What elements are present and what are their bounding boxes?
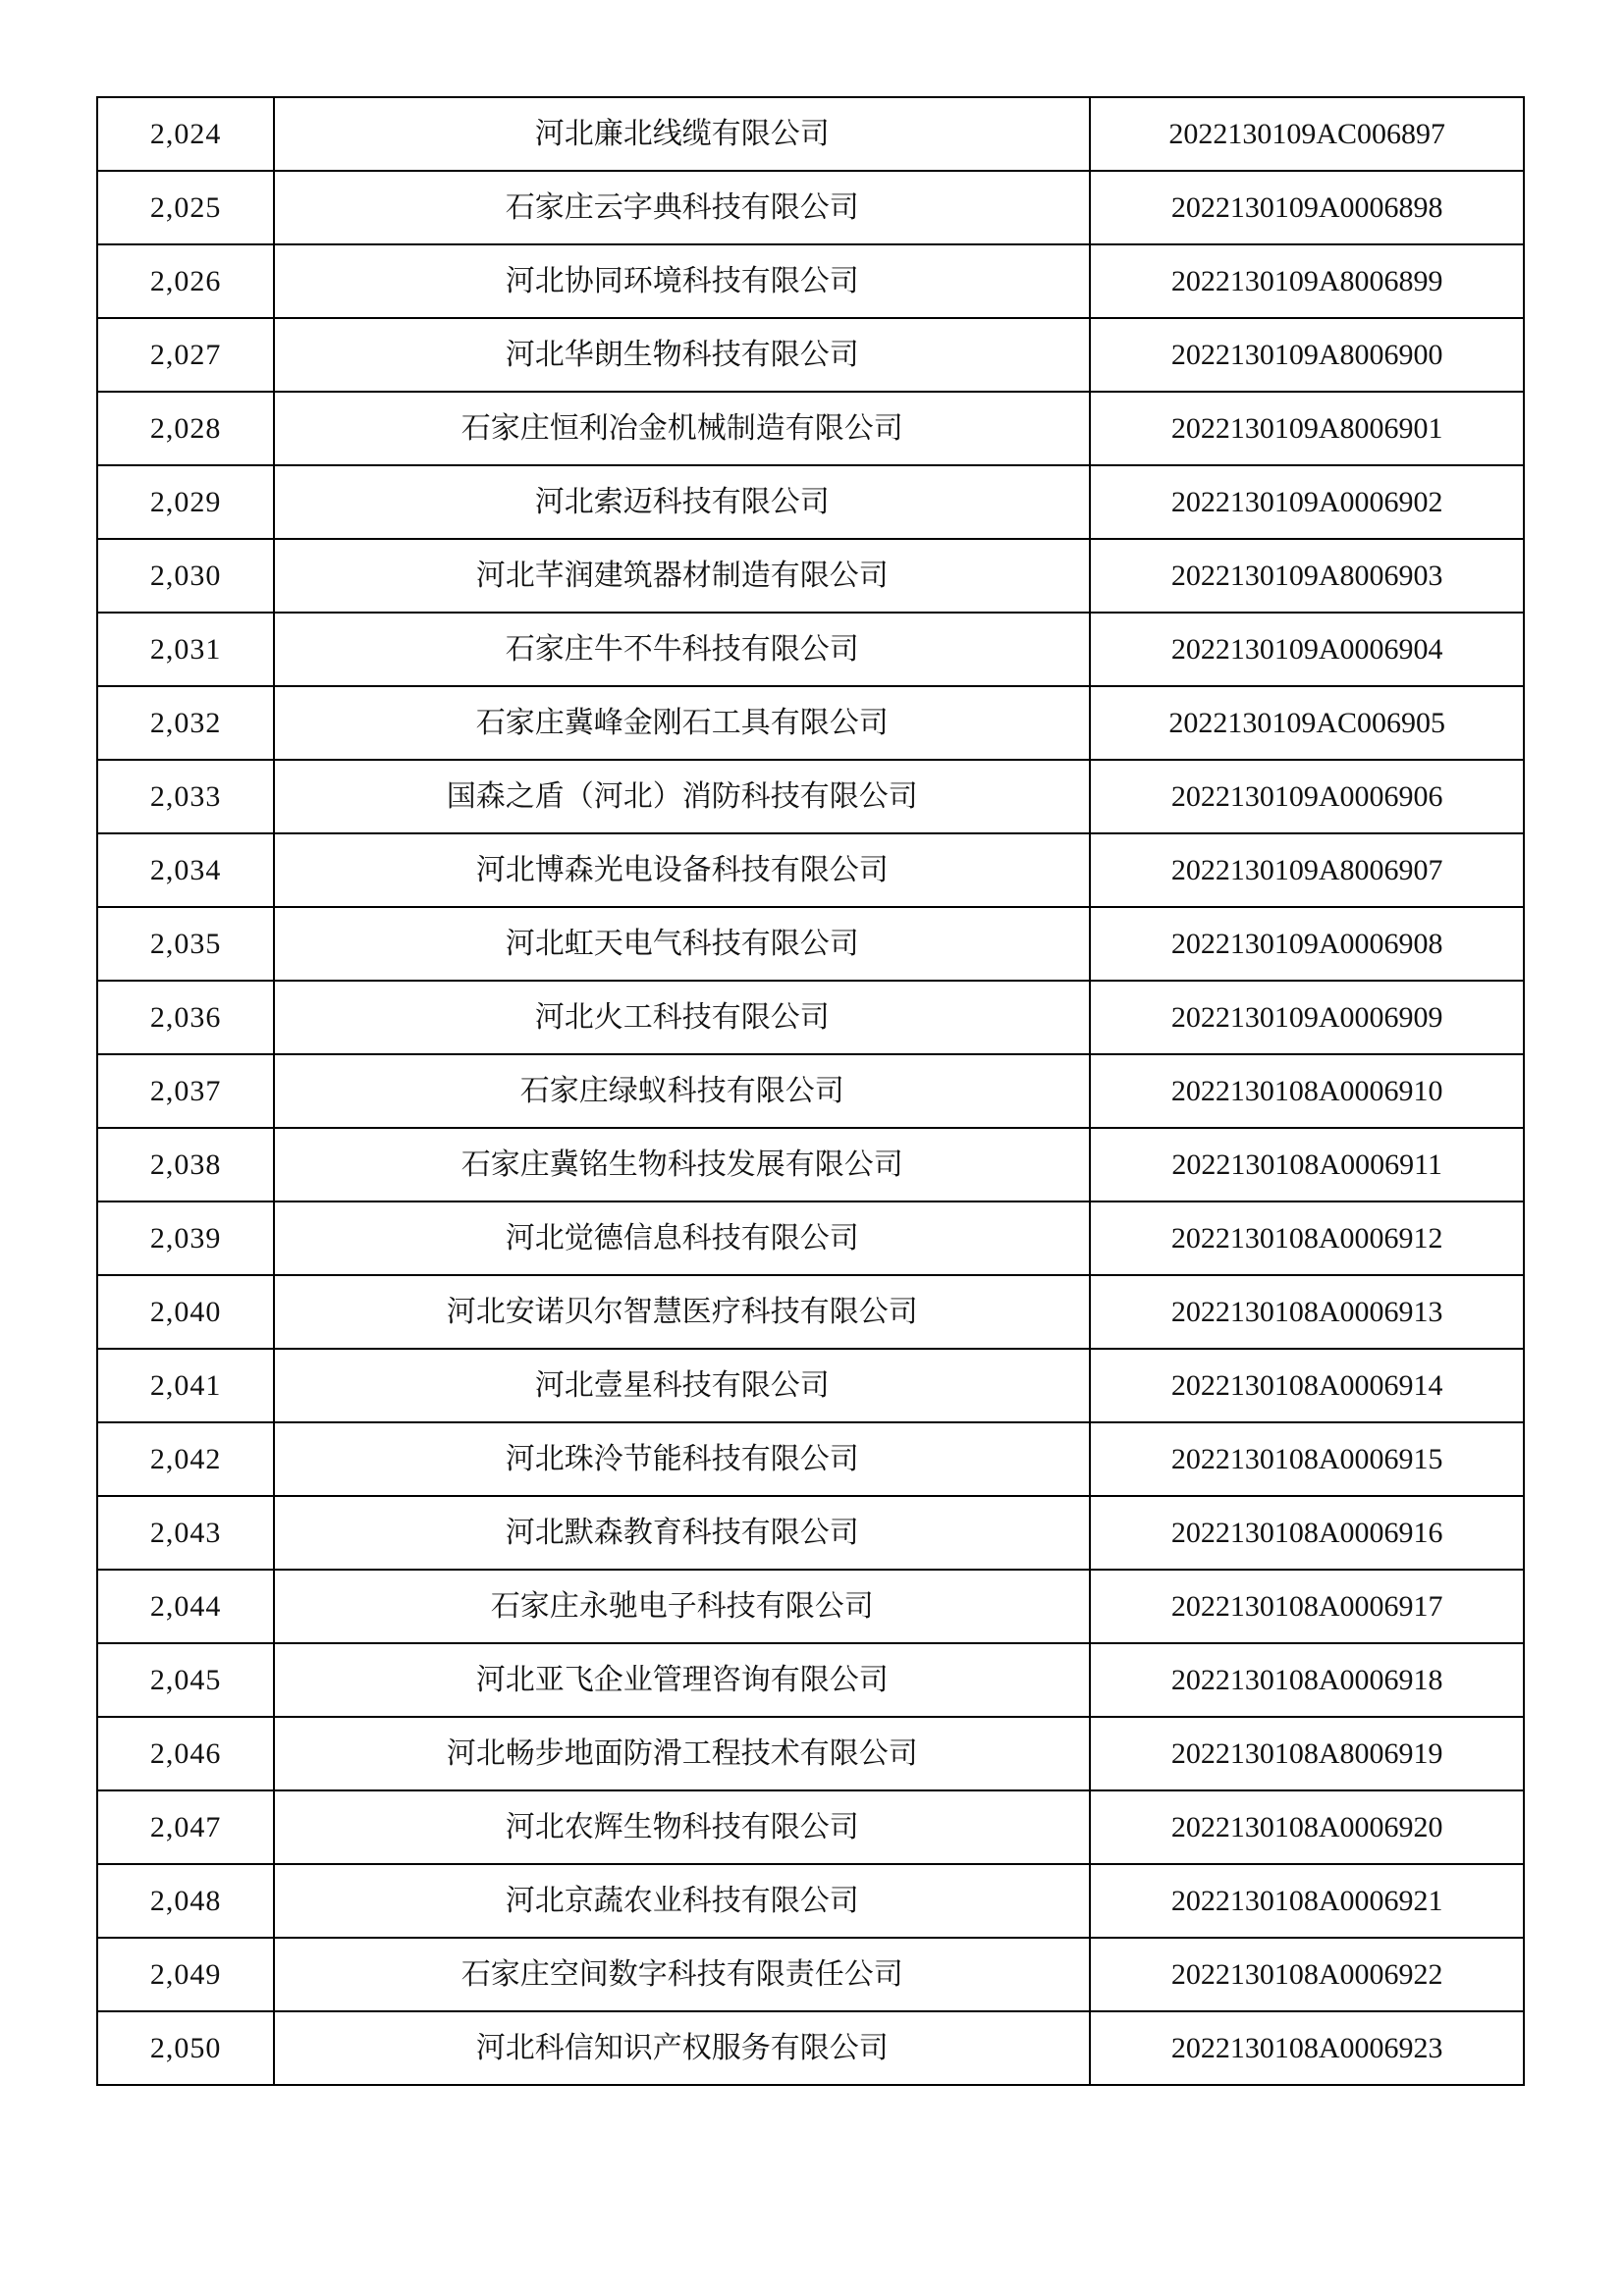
table-row xyxy=(97,907,1524,981)
company-name-cell: 石家庄恒利冶金机械制造有限公司 xyxy=(274,392,1090,465)
row-number-cell: 2,032 xyxy=(97,686,274,760)
company-name-cell: 河北博森光电设备科技有限公司 xyxy=(274,833,1090,907)
row-number-cell: 2,050 xyxy=(97,2011,274,2085)
registration-code-cell: 2022130108A0006911 xyxy=(1090,1128,1524,1201)
table-row xyxy=(97,392,1524,465)
company-name-cell: 河北芊润建筑器材制造有限公司 xyxy=(274,539,1090,613)
registration-code-cell: 2022130108A8006919 xyxy=(1090,1717,1524,1790)
row-number-cell: 2,049 xyxy=(97,1938,274,2011)
row-number-cell: 2,029 xyxy=(97,465,274,539)
row-number-cell: 2,045 xyxy=(97,1643,274,1717)
registration-code-cell: 2022130109A0006909 xyxy=(1090,981,1524,1054)
table-row xyxy=(97,613,1524,686)
table-row xyxy=(97,833,1524,907)
table-row xyxy=(97,539,1524,613)
row-number-cell: 2,031 xyxy=(97,613,274,686)
registration-code-cell: 2022130109AC006905 xyxy=(1090,686,1524,760)
registration-code-cell: 2022130109A0006908 xyxy=(1090,907,1524,981)
company-name-cell: 河北科信知识产权服务有限公司 xyxy=(274,2011,1090,2085)
row-number-cell: 2,041 xyxy=(97,1349,274,1422)
row-number-cell: 2,033 xyxy=(97,760,274,833)
table-row xyxy=(97,244,1524,318)
row-number-cell: 2,048 xyxy=(97,1864,274,1938)
row-number-cell: 2,039 xyxy=(97,1201,274,1275)
registration-code-cell: 2022130108A0006916 xyxy=(1090,1496,1524,1570)
registration-code-cell: 2022130108A0006910 xyxy=(1090,1054,1524,1128)
table-row xyxy=(97,465,1524,539)
table-row xyxy=(97,1790,1524,1864)
table-row xyxy=(97,1496,1524,1570)
company-name-cell: 河北珠泠节能科技有限公司 xyxy=(274,1422,1090,1496)
row-number-cell: 2,035 xyxy=(97,907,274,981)
row-number-cell: 2,025 xyxy=(97,171,274,244)
row-number-cell: 2,027 xyxy=(97,318,274,392)
company-name-cell: 河北京蔬农业科技有限公司 xyxy=(274,1864,1090,1938)
company-name-cell: 石家庄永驰电子科技有限公司 xyxy=(274,1570,1090,1643)
table-row xyxy=(97,760,1524,833)
table-row xyxy=(97,1570,1524,1643)
row-number-cell: 2,026 xyxy=(97,244,274,318)
table-row xyxy=(97,1201,1524,1275)
company-name-cell: 河北觉德信息科技有限公司 xyxy=(274,1201,1090,1275)
registration-code-cell: 2022130108A0006913 xyxy=(1090,1275,1524,1349)
table-row xyxy=(97,171,1524,244)
table-row xyxy=(97,318,1524,392)
registration-code-cell: 2022130109A8006907 xyxy=(1090,833,1524,907)
registration-code-cell: 2022130109A0006898 xyxy=(1090,171,1524,244)
table-row xyxy=(97,686,1524,760)
row-number-cell: 2,038 xyxy=(97,1128,274,1201)
company-name-cell: 河北火工科技有限公司 xyxy=(274,981,1090,1054)
company-name-cell: 石家庄绿蚁科技有限公司 xyxy=(274,1054,1090,1128)
company-name-cell: 河北默森教育科技有限公司 xyxy=(274,1496,1090,1570)
table-row xyxy=(97,1422,1524,1496)
row-number-cell: 2,040 xyxy=(97,1275,274,1349)
registration-code-cell: 2022130108A0006915 xyxy=(1090,1422,1524,1496)
registration-code-cell: 2022130109A8006903 xyxy=(1090,539,1524,613)
row-number-cell: 2,047 xyxy=(97,1790,274,1864)
table-row xyxy=(97,1349,1524,1422)
table-row xyxy=(97,1275,1524,1349)
row-number-cell: 2,037 xyxy=(97,1054,274,1128)
company-name-cell: 河北廉北线缆有限公司 xyxy=(274,97,1090,171)
company-name-cell: 石家庄牛不牛科技有限公司 xyxy=(274,613,1090,686)
company-registry-table xyxy=(96,96,1525,2086)
registration-code-cell: 2022130108A0006917 xyxy=(1090,1570,1524,1643)
company-name-cell: 河北安诺贝尔智慧医疗科技有限公司 xyxy=(274,1275,1090,1349)
company-name-cell: 河北壹星科技有限公司 xyxy=(274,1349,1090,1422)
registration-code-cell: 2022130108A0006914 xyxy=(1090,1349,1524,1422)
table-row xyxy=(97,1643,1524,1717)
row-number-cell: 2,042 xyxy=(97,1422,274,1496)
registration-code-cell: 2022130109AC006897 xyxy=(1090,97,1524,171)
company-name-cell: 石家庄云字典科技有限公司 xyxy=(274,171,1090,244)
table-row xyxy=(97,1717,1524,1790)
table-row xyxy=(97,1864,1524,1938)
registration-code-cell: 2022130109A8006901 xyxy=(1090,392,1524,465)
table-body xyxy=(97,97,1524,2085)
registration-code-cell: 2022130108A0006912 xyxy=(1090,1201,1524,1275)
company-name-cell: 石家庄冀峰金刚石工具有限公司 xyxy=(274,686,1090,760)
table-row xyxy=(97,1128,1524,1201)
company-name-cell: 河北协同环境科技有限公司 xyxy=(274,244,1090,318)
registration-code-cell: 2022130108A0006918 xyxy=(1090,1643,1524,1717)
row-number-cell: 2,044 xyxy=(97,1570,274,1643)
table-row xyxy=(97,1938,1524,2011)
row-number-cell: 2,046 xyxy=(97,1717,274,1790)
row-number-cell: 2,036 xyxy=(97,981,274,1054)
registration-code-cell: 2022130108A0006920 xyxy=(1090,1790,1524,1864)
row-number-cell: 2,030 xyxy=(97,539,274,613)
company-name-cell: 国森之盾（河北）消防科技有限公司 xyxy=(274,760,1090,833)
company-name-cell: 河北索迈科技有限公司 xyxy=(274,465,1090,539)
registration-code-cell: 2022130108A0006923 xyxy=(1090,2011,1524,2085)
company-name-cell: 石家庄冀铭生物科技发展有限公司 xyxy=(274,1128,1090,1201)
row-number-cell: 2,024 xyxy=(97,97,274,171)
table-row xyxy=(97,981,1524,1054)
registration-code-cell: 2022130109A8006899 xyxy=(1090,244,1524,318)
row-number-cell: 2,043 xyxy=(97,1496,274,1570)
registration-code-cell: 2022130108A0006922 xyxy=(1090,1938,1524,2011)
company-name-cell: 石家庄空间数字科技有限责任公司 xyxy=(274,1938,1090,2011)
company-name-cell: 河北虹天电气科技有限公司 xyxy=(274,907,1090,981)
company-name-cell: 河北华朗生物科技有限公司 xyxy=(274,318,1090,392)
row-number-cell: 2,028 xyxy=(97,392,274,465)
table-row xyxy=(97,2011,1524,2085)
registration-code-cell: 2022130109A8006900 xyxy=(1090,318,1524,392)
table-row xyxy=(97,1054,1524,1128)
registration-code-cell: 2022130109A0006906 xyxy=(1090,760,1524,833)
company-name-cell: 河北农辉生物科技有限公司 xyxy=(274,1790,1090,1864)
company-name-cell: 河北畅步地面防滑工程技术有限公司 xyxy=(274,1717,1090,1790)
company-name-cell: 河北亚飞企业管理咨询有限公司 xyxy=(274,1643,1090,1717)
registration-code-cell: 2022130109A0006902 xyxy=(1090,465,1524,539)
registration-code-cell: 2022130109A0006904 xyxy=(1090,613,1524,686)
registration-code-cell: 2022130108A0006921 xyxy=(1090,1864,1524,1938)
table-row xyxy=(97,97,1524,171)
row-number-cell: 2,034 xyxy=(97,833,274,907)
